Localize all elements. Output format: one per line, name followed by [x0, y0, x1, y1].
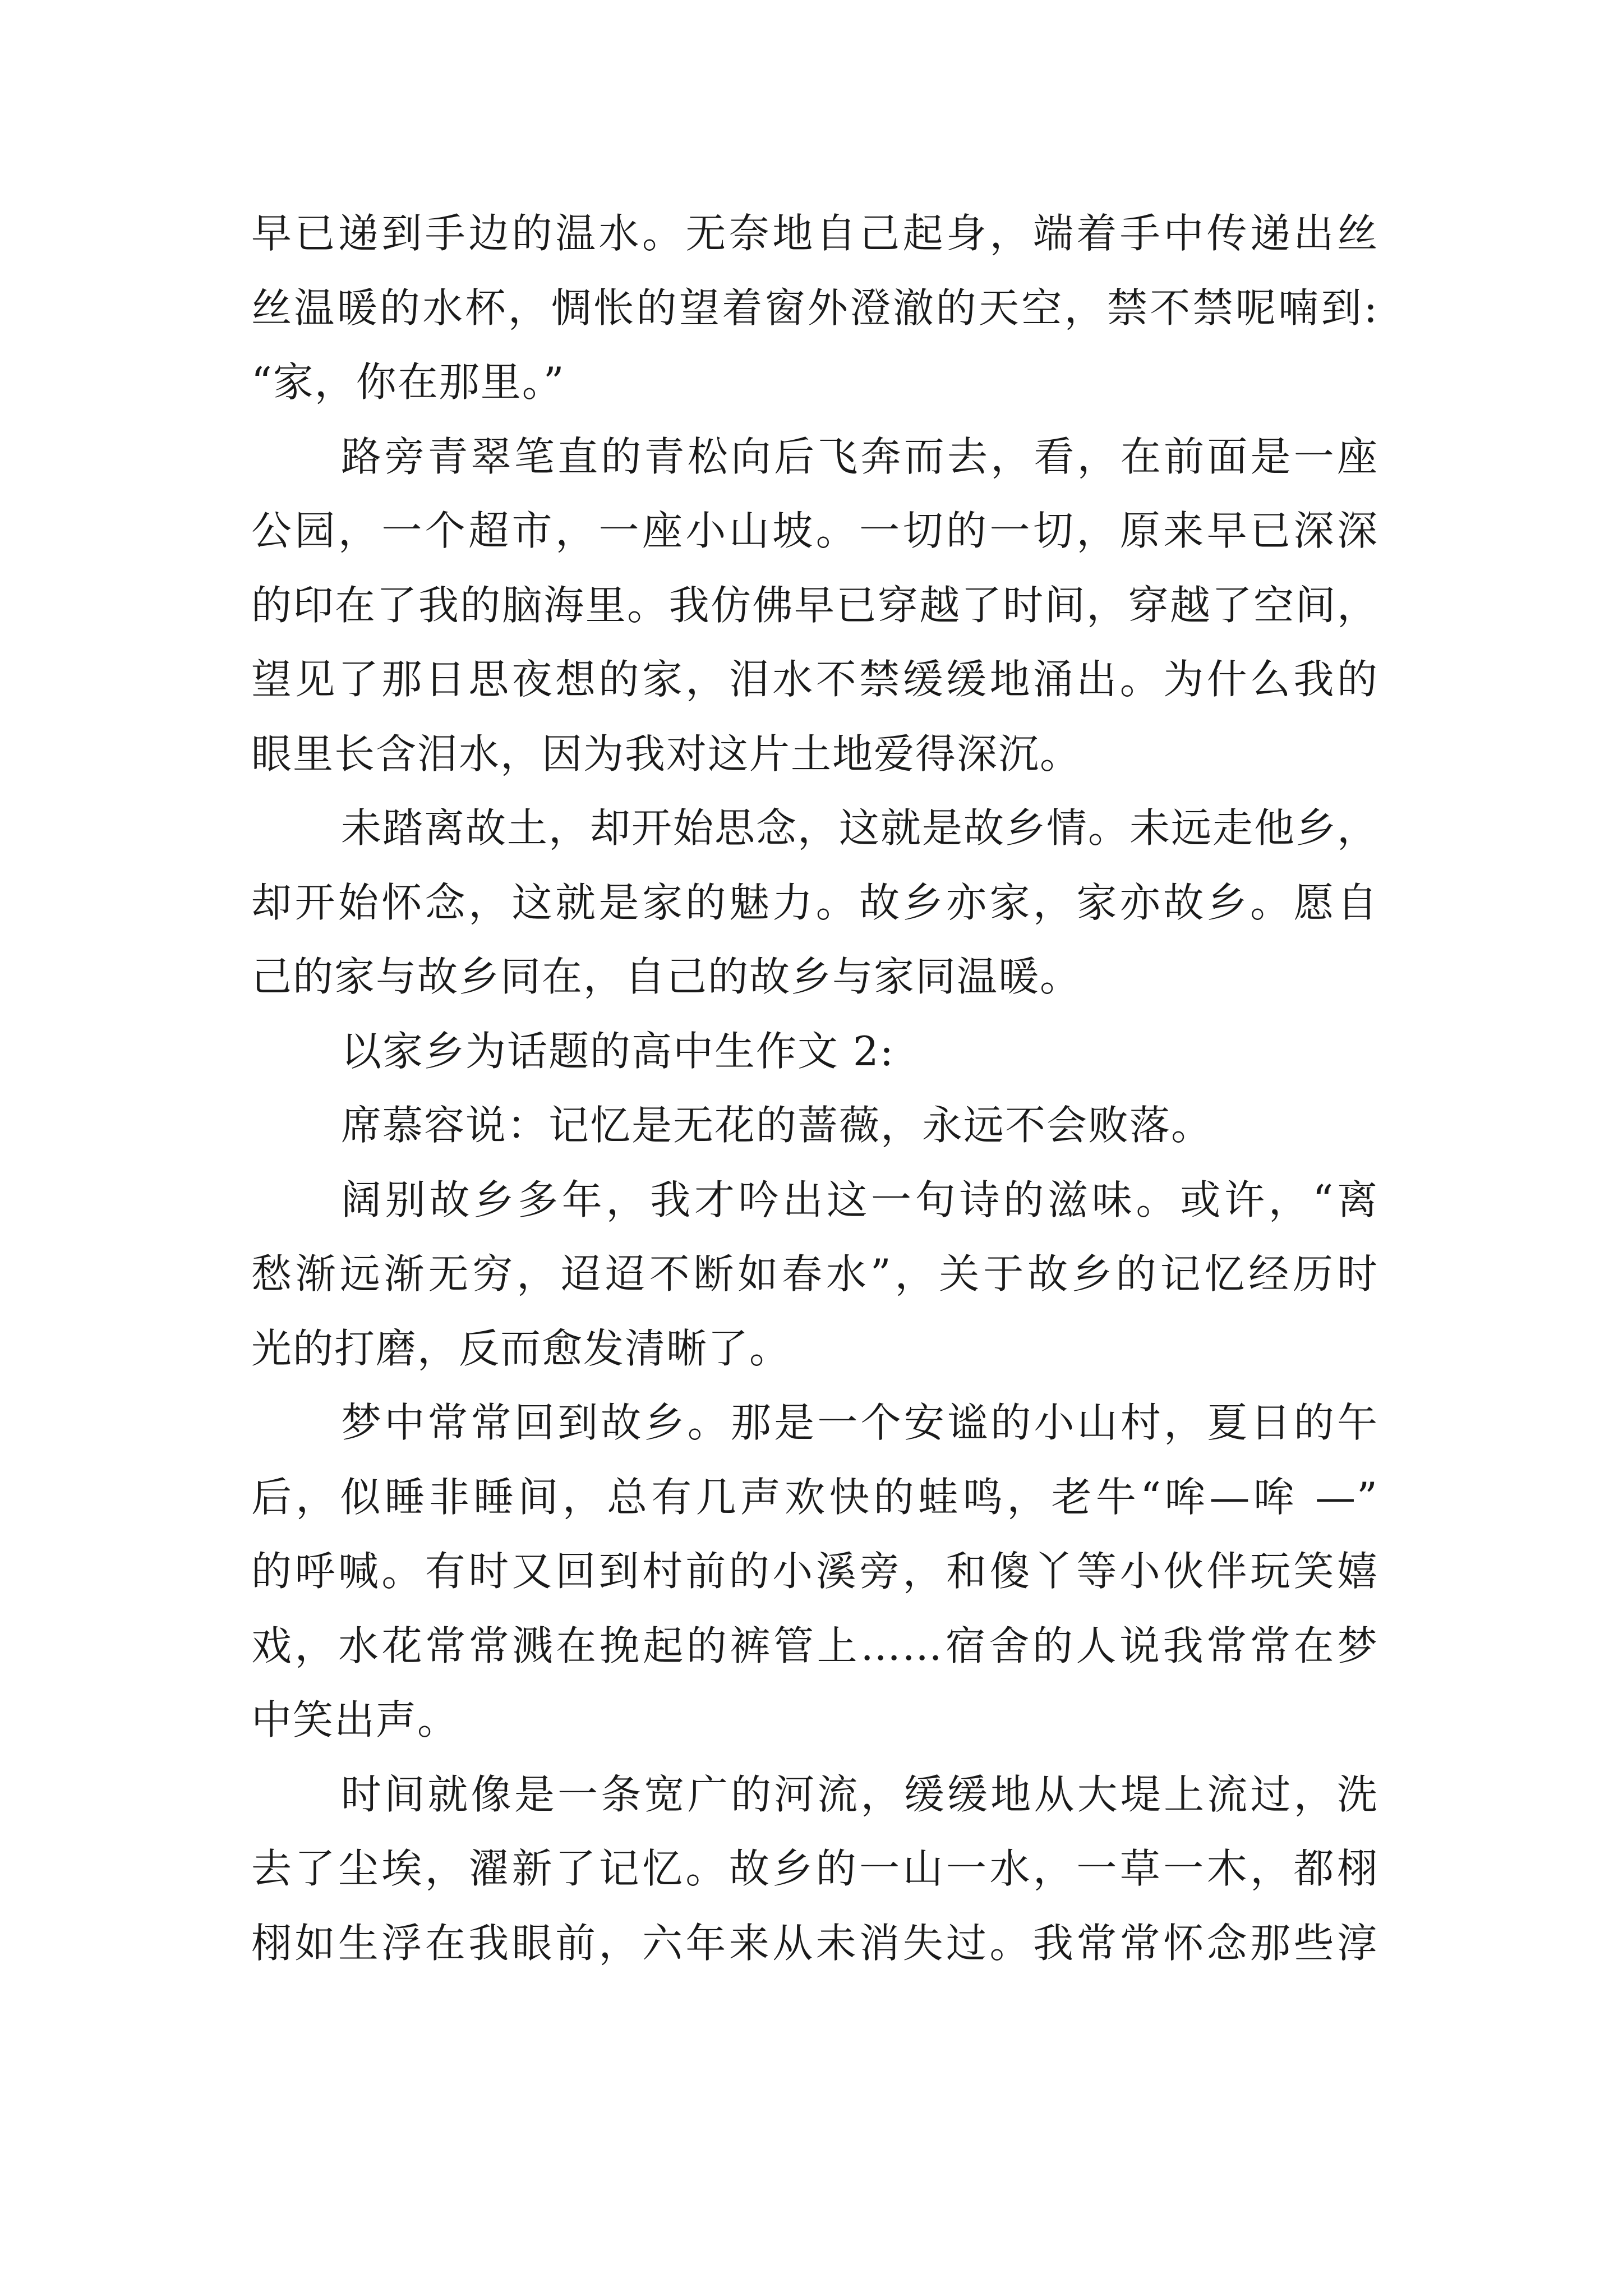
text-line: 梦中常常回到故乡。那是一个安谧的小山村，夏日的午 [341, 1399, 1378, 1446]
text-line: 的呼喊。有时又回到村前的小溪旁，和傻丫等小伙伴玩笑嬉 [251, 1548, 1378, 1595]
text-line: “家，你在那里。” [251, 358, 565, 406]
text-line: 席慕容说：记忆是无花的蔷薇，永远不会败落。 [341, 1102, 1213, 1149]
text-line: 后，似睡非睡间，总有几声欢快的蛙鸣，老牛“哞—哞 —” [251, 1473, 1378, 1521]
text-line: 去了尘埃，濯新了记忆。故乡的一山一水，一草一木，都栩 [251, 1845, 1378, 1892]
text-line: 光的打磨，反而愈发清晰了。 [251, 1324, 791, 1372]
text-line: 阔别故乡多年，我才吟出这一句诗的滋味。或许，“离 [341, 1176, 1378, 1223]
text-line: 中笑出声。 [251, 1696, 459, 1743]
section-heading: 以家乡为话题的高中生作文 2: [341, 1027, 895, 1075]
text-line: 丝温暖的水杯，惆怅的望着窗外澄澈的天空，禁不禁呢喃到: [251, 284, 1378, 332]
text-line: 的印在了我的脑海里。我仿佛早已穿越了时间，穿越了空间， [251, 581, 1378, 629]
text-line: 公园，一个超市，一座小山坡。一切的一切，原来早已深深 [251, 507, 1378, 554]
text-line: 愁渐远渐无穷，迢迢不断如春水”，关于故乡的记忆经历时 [251, 1250, 1378, 1297]
text-line: 眼里长含泪水，因为我对这片土地爱得深沉。 [251, 730, 1082, 777]
text-line: 路旁青翠笔直的青松向后飞奔而去，看，在前面是一座 [341, 432, 1378, 480]
text-line: 戏，水花常常溅在挽起的裤管上……宿舍的人说我常常在梦 [251, 1622, 1378, 1669]
text-line: 却开始怀念，这就是家的魅力。故乡亦家，家亦故乡。愿自 [251, 878, 1378, 926]
text-line: 己的家与故乡同在，自己的故乡与家同温暖。 [251, 953, 1082, 1000]
text-line: 栩如生浮在我眼前，六年来从未消失过。我常常怀念那些淳 [251, 1919, 1378, 1967]
text-line: 望见了那日思夜想的家，泪水不禁缓缓地涌出。为什么我的 [251, 656, 1378, 703]
essay-body [251, 196, 1378, 1980]
text-line: 未踏离故土，却开始思念，这就是故乡情。未远走他乡， [341, 804, 1378, 852]
text-line: 时间就像是一条宽广的河流，缓缓地从大堤上流过，洗 [341, 1770, 1378, 1818]
text-line: 早已递到手边的温水。无奈地自己起身，端着手中传递出丝 [251, 210, 1378, 257]
